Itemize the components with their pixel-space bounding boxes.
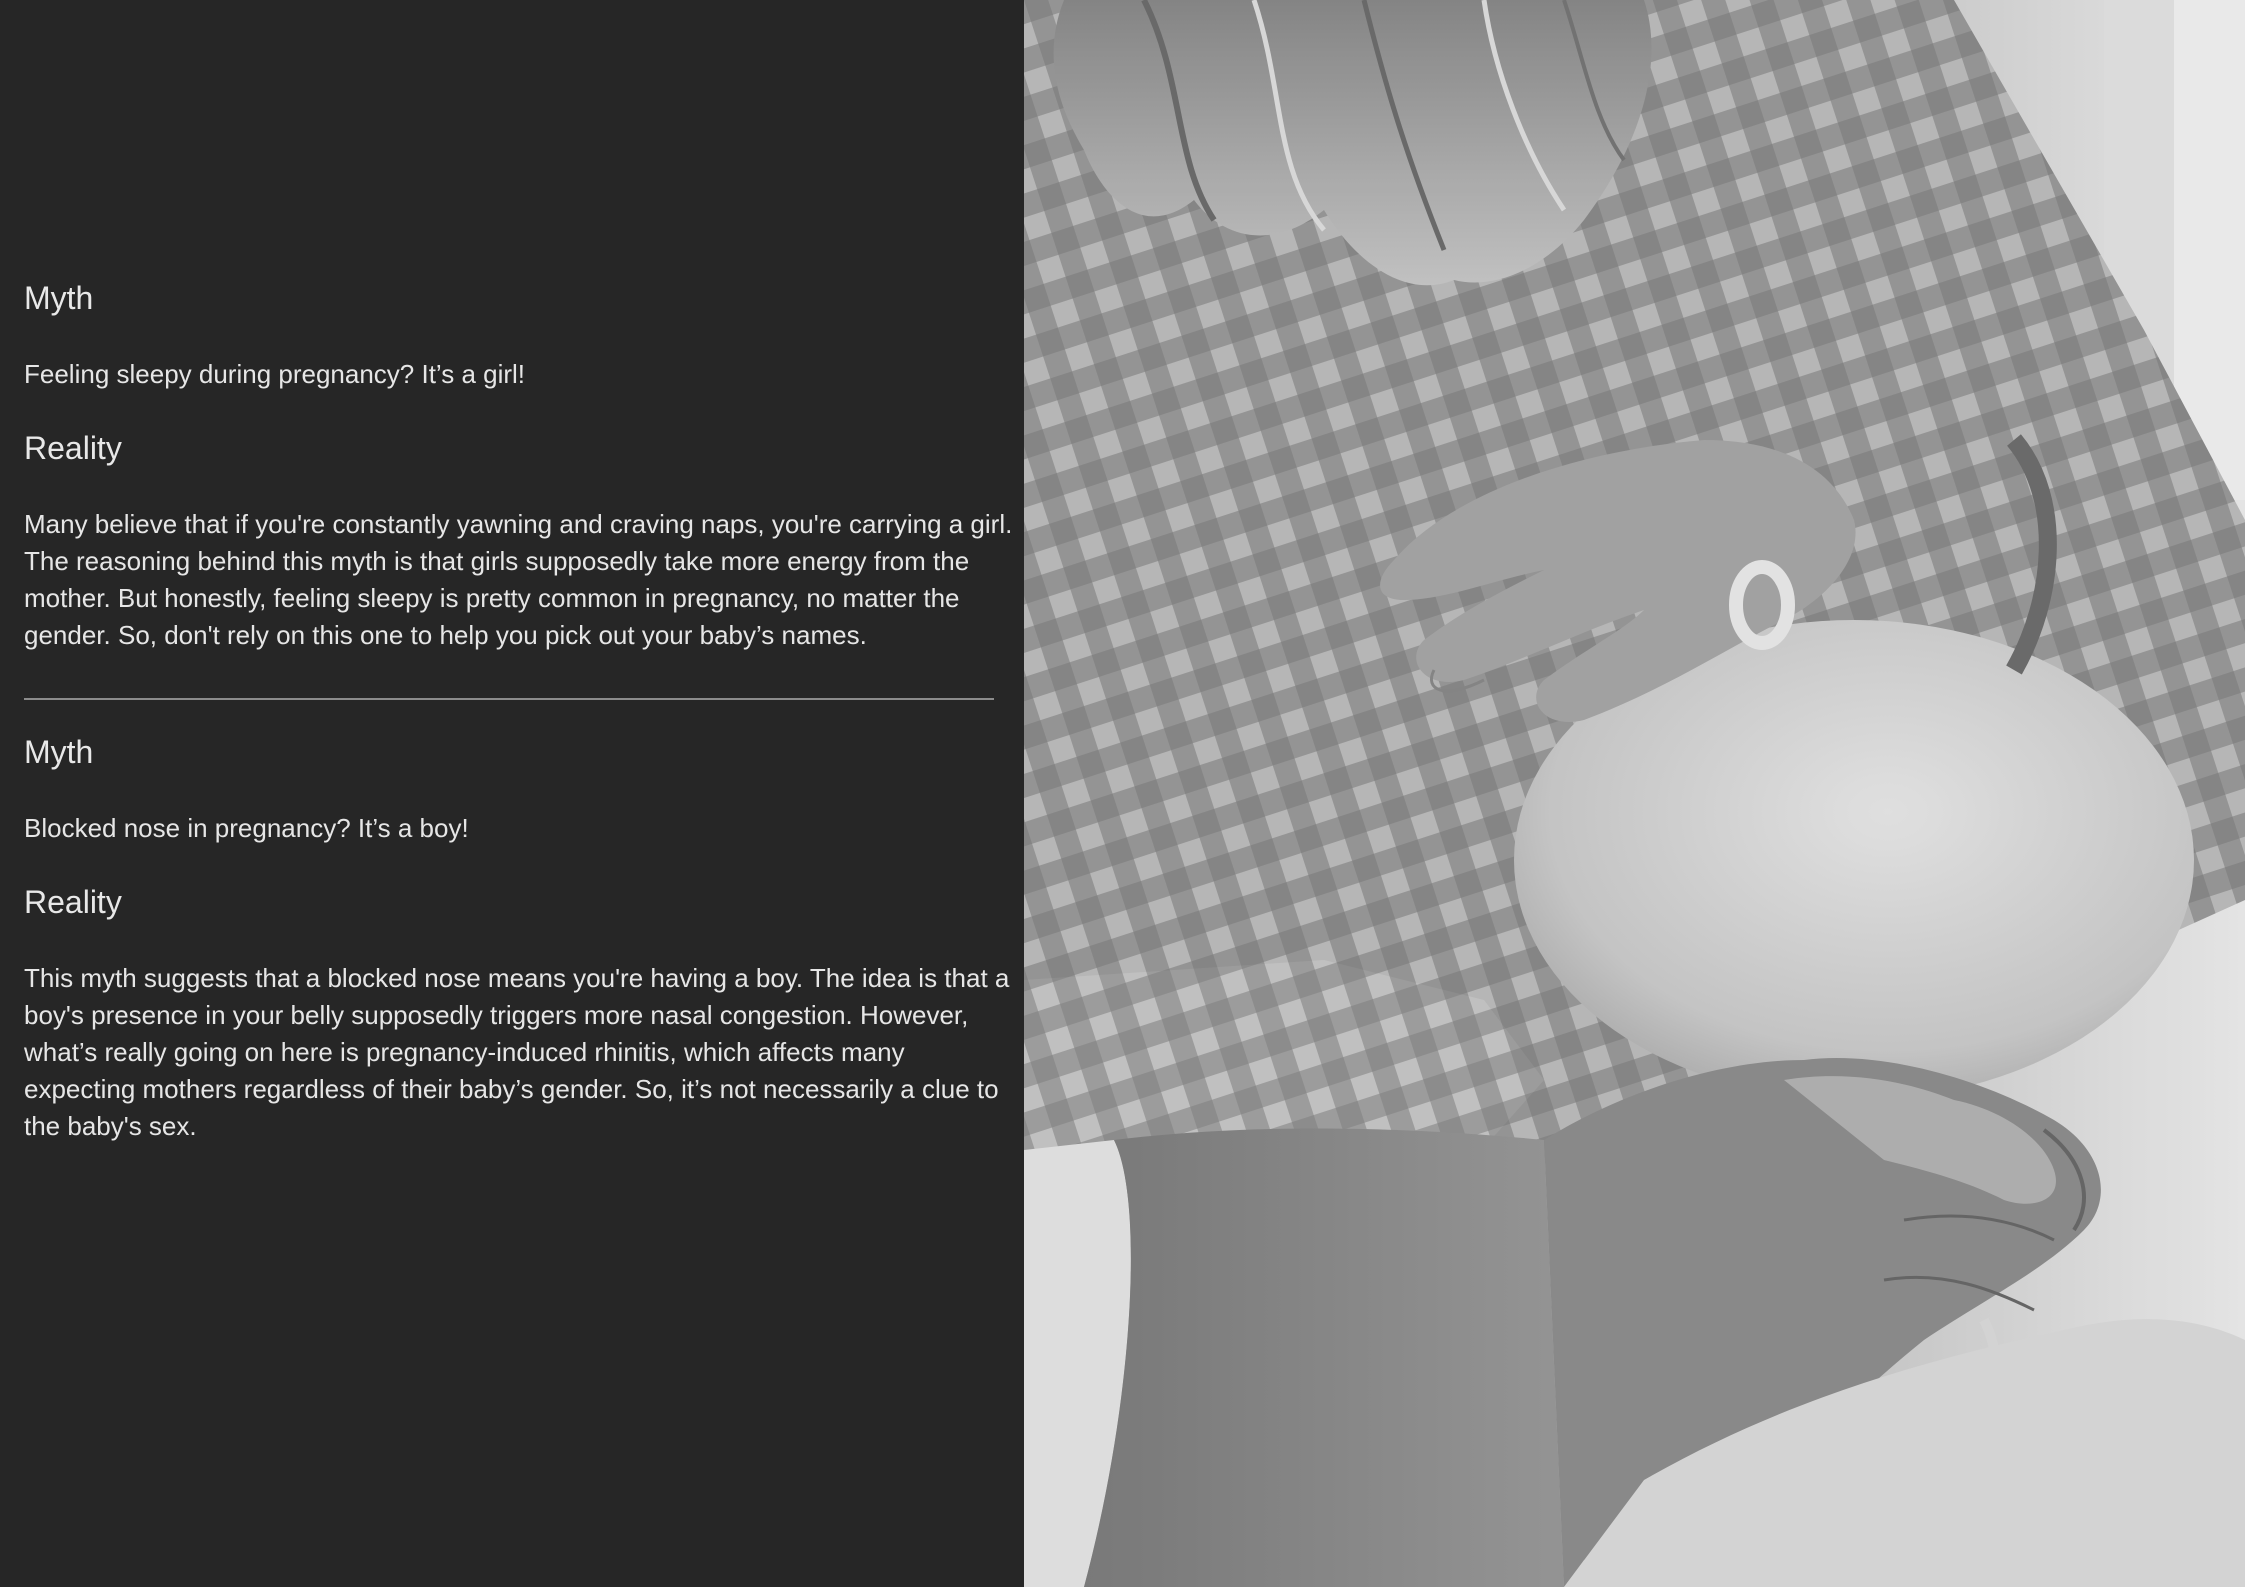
- myth-statement: Feeling sleepy during pregnancy? It’s a girl!: [24, 359, 526, 389]
- reality-heading: Reality: [24, 430, 122, 466]
- myth-reality-content: [24, 278, 1019, 1145]
- pregnancy-photo: [1024, 0, 2245, 1587]
- section-divider: [24, 698, 994, 700]
- reality-heading: Reality: [24, 884, 122, 920]
- text-panel: [0, 0, 1024, 1587]
- reality-explanation: This myth suggests that a blocked nose means you're having a boy. The idea is that a boy's presence in your belly supposedly triggers more nasal congestion. However, what’s really going on here is pregnancy-induced rhinitis, which affects many expecting mothers regardless of their baby’s gender. So, it’s not necessarily a clue to the baby's sex.: [24, 963, 1010, 1141]
- myth-heading: Myth: [24, 734, 94, 770]
- myth-statement: Blocked nose in pregnancy? It’s a boy!: [24, 813, 469, 843]
- myth-heading: Myth: [24, 280, 94, 316]
- myth-block-2: [24, 732, 1019, 1145]
- myth-block-1: [24, 278, 1019, 654]
- reality-explanation: Many believe that if you're constantly yawning and craving naps, you're carrying a girl. The reasoning behind this myth is that girls supposedly take more energy from the mother. But honestly, feeling sleepy is pretty common in pregnancy, no matter the gender. So, don't rely on this one to help you pick out your baby’s names.: [24, 509, 1013, 650]
- pregnancy-photo-illustration: [1024, 0, 2245, 1587]
